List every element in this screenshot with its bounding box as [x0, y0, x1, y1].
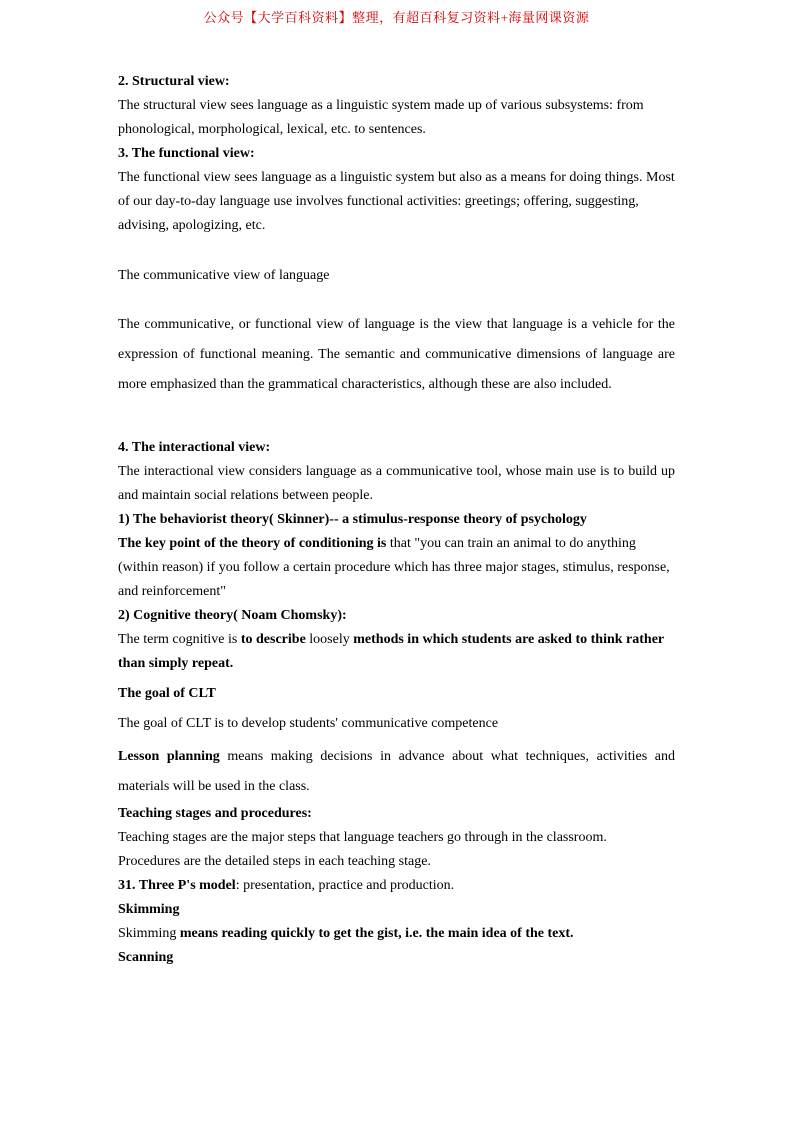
skimming-body: [118, 922, 675, 946]
interactional-view-heading: 4. The interactional view:: [118, 440, 271, 455]
lesson-planning-paragraph: [118, 742, 675, 802]
cognitive-bold-2: methods in which students are asked to think rather than simply repeat.: [118, 632, 664, 671]
cognitive-theory-heading: 2) Cognitive theory( Noam Chomsky):: [118, 608, 347, 623]
lesson-planning-bold-text: Lesson planning: [118, 749, 220, 764]
behaviorist-key-point: [118, 532, 675, 604]
structural-view-heading: 2. Structural view:: [118, 74, 230, 89]
cognitive-bold-1: to describe: [240, 632, 310, 647]
document-content: [0, 26, 793, 970]
teaching-stages-line-2: Procedures are the detailed steps in each teaching stage.: [118, 854, 431, 869]
three-ps-model-paragraph: [118, 874, 675, 898]
communicative-view-body: The communicative, or functional view of language is the view that language is a vehicle for the expression of functional meaning. The semantic and communicative dimensions of language are more emphasized than the grammatical characteristics, although these are also included.: [118, 317, 675, 392]
teaching-stages-line-1: Teaching stages are the major steps that language teachers go through in the classroom.: [118, 830, 607, 845]
three-ps-bold-text: 31. Three P's model: [118, 878, 236, 893]
skimming-bold-text: means reading quickly to get the gist, i.e. the main idea of the text.: [179, 926, 574, 941]
structural-view-body: The structural view sees language as a linguistic system made up of various subsystems: from phonological, morphological, lexical, etc. to sentences.: [118, 98, 644, 137]
skimming-heading: Skimming: [118, 902, 180, 917]
promo-header-text: 公众号【大学百科资料】整理，有超百科复习资料+海量网课资源: [203, 10, 590, 25]
functional-view-heading: 3. The functional view:: [118, 146, 255, 161]
clt-goal-body: The goal of CLT is to develop students' communicative competence: [118, 716, 499, 731]
three-ps-regular-text: : presentation, practice and production.: [235, 878, 455, 893]
key-point-regular-text: that "you can train an animal to do anything (within reason) if you follow a certain procedure which has three major stages, stimulus, response, and reinforcement": [118, 536, 670, 599]
scanning-heading: Scanning: [118, 950, 174, 965]
interactional-view-body: The interactional view considers language as a communicative tool, whose main use is to build up and maintain social relations between people.: [118, 464, 675, 503]
teaching-stages-heading: Teaching stages and procedures:: [118, 806, 312, 821]
skimming-regular-text: Skimming: [118, 926, 180, 941]
communicative-view-title: The communicative view of language: [118, 268, 330, 283]
functional-view-body: The functional view sees language as a linguistic system but also as a means for doing things. Most of our day-to-day language use involves functional activities: greetings; offering, suggesting, advising, apologizing, etc.: [118, 170, 675, 233]
lesson-planning-regular-text: means making decisions in advance about what techniques, activities and materials will be used in the class.: [118, 749, 675, 794]
cognitive-regular-1: The term cognitive is: [118, 632, 241, 647]
key-point-bold-text: The key point of the theory of conditioning is: [118, 536, 390, 551]
cognitive-regular-2: loosely: [309, 632, 354, 647]
cognitive-theory-body: [118, 628, 675, 676]
clt-goal-heading: The goal of CLT: [118, 686, 216, 701]
promo-header: [0, 0, 793, 26]
behaviorist-theory-heading: 1) The behaviorist theory( Skinner)-- a stimulus-response theory of psychology: [118, 512, 587, 527]
